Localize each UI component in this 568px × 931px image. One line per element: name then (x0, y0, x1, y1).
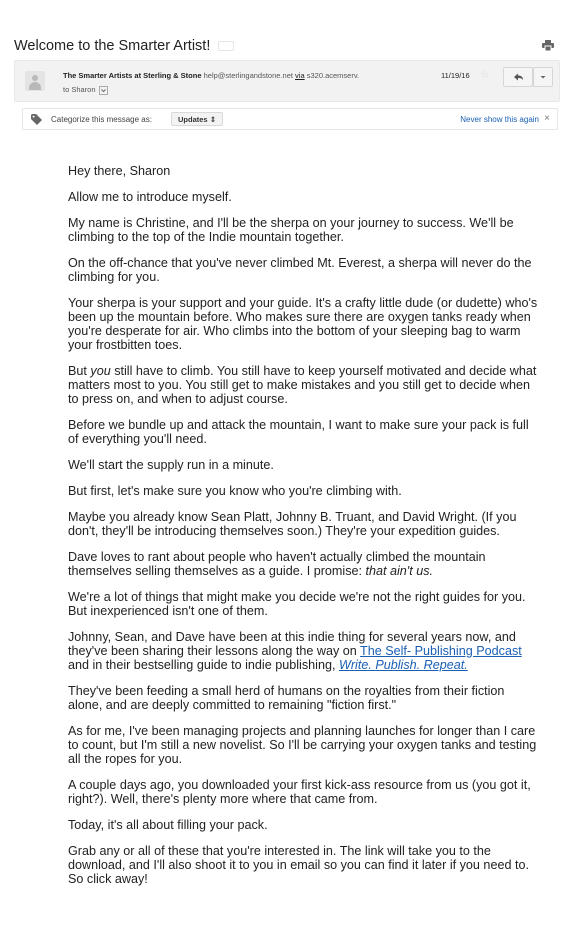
text: Dave loves to rant about people who haven't actually climbed the mountain themselves selling themselves as a guide. I promise: (68, 550, 486, 578)
paragraph: Allow me to introduce myself. (68, 190, 232, 204)
paragraph: But first, let's make sure you know who you're climbing with. (68, 484, 402, 498)
category-selected: Updates (178, 115, 208, 124)
paragraph: As for me, I've been managing projects and planning launches for longer than I care to count, but I'm still a new novelist. So I'll be carrying your oxygen tanks and testing all the ropes for you. (68, 724, 537, 766)
message-body (68, 164, 538, 898)
avatar (25, 71, 45, 91)
paragraph (68, 550, 538, 578)
paragraph: Today, it's all about filling your pack. (68, 818, 268, 832)
chevron-down-icon (534, 68, 552, 86)
book-link-text: Write. Publish. Repeat. (338, 658, 468, 672)
recipient-line (63, 85, 108, 95)
podcast-link[interactable]: The Self- Publishing Podcast (360, 644, 522, 658)
text: and in their bestselling guide to indie publishing, (68, 658, 339, 672)
paragraph: They've been feeding a small herd of humans on the royalties from their fiction alone, and are deeply committed to remaining "fiction first." (68, 684, 505, 712)
paragraph: We're a lot of things that might make you decide we're not the right guides for you. But inexperienced isn't one of them. (68, 590, 526, 618)
greeting: Hey there, Sharon (68, 164, 171, 178)
sender-name[interactable]: The Smarter Artists at Sterling & Stone (63, 71, 202, 80)
never-show-link[interactable]: Never show this again (460, 115, 539, 124)
category-select[interactable] (171, 112, 223, 126)
tag-icon (31, 114, 42, 125)
reply-button[interactable] (503, 67, 533, 87)
via-host: s320.acemserv. (306, 71, 360, 80)
via-link[interactable]: via (295, 71, 305, 80)
reply-icon (504, 68, 532, 86)
message-header (14, 60, 560, 102)
paragraph: Maybe you already know Sean Platt, Johnny B. Truant, and David Wright. (If you don't, they'll be introducing themselves soon.) They're your expedition guides. (68, 510, 517, 538)
more-button[interactable] (533, 67, 553, 87)
print-icon[interactable] (542, 40, 554, 51)
sender-email: help@sterlingandstone.net (203, 71, 293, 80)
categorize-prompt: Categorize this message as: (51, 115, 152, 124)
paragraph: We'll start the supply run in a minute. (68, 458, 274, 472)
paragraph: My name is Christine, and I'll be the sherpa on your journey to success. We'll be climbing to the top of the Indie mountain together. (68, 216, 514, 244)
categorize-bar (22, 108, 558, 130)
paragraph: On the off-chance that you've never climbed Mt. Everest, a sherpa will never do the climbing for you. (68, 256, 532, 284)
text: But (68, 364, 91, 378)
book-link[interactable] (339, 658, 468, 672)
close-icon[interactable]: × (544, 113, 550, 124)
paragraph (68, 364, 538, 406)
recipient-details-dropdown[interactable] (99, 86, 108, 95)
email-subject (14, 38, 234, 54)
star-icon[interactable]: ☆ (480, 69, 490, 81)
sender-line (63, 71, 359, 80)
label-tag-icon[interactable] (218, 41, 234, 51)
updown-icon: ⇕ (209, 115, 216, 124)
emphasis: you (90, 364, 111, 378)
paragraph: Before we bundle up and attack the mountain, I want to make sure your pack is full of everything you'll need. (68, 418, 529, 446)
paragraph: Grab any or all of these that you're interested in. The link will take you to the download, and I'll also shoot it to you in email so you can find it later if you need to. So click away! (68, 844, 529, 886)
subject-row (0, 0, 568, 58)
recipient-label: to Sharon (63, 85, 96, 94)
text: Johnny, Sean, and Dave have been at this indie thing for several years now, and they've been sharing their lessons along the way on (68, 630, 516, 658)
subject-text: Welcome to the Smarter Artist! (14, 38, 211, 54)
paragraph: Your sherpa is your support and your guide. It's a crafty little dude (or dudette) who's been up the mountain before. Who makes sure there are oxygen tanks ready when you're desperate for air. Who climbs into the bottom of your sleeping bag to warm your frostbitten toes. (68, 296, 538, 352)
emphasis: that ain't us. (365, 564, 434, 578)
message-date: 11/19/16 (441, 71, 470, 80)
text: still have to climb. You still have to keep yourself motivated and decide what matters most to you. You still get to make mistakes and you still get to decide when to press on, and when to adjust course. (68, 364, 537, 406)
paragraph (68, 630, 538, 672)
paragraph: A couple days ago, you downloaded your first kick-ass resource from us (you got it, right?). Well, there's plenty more where that came from. (68, 778, 531, 806)
